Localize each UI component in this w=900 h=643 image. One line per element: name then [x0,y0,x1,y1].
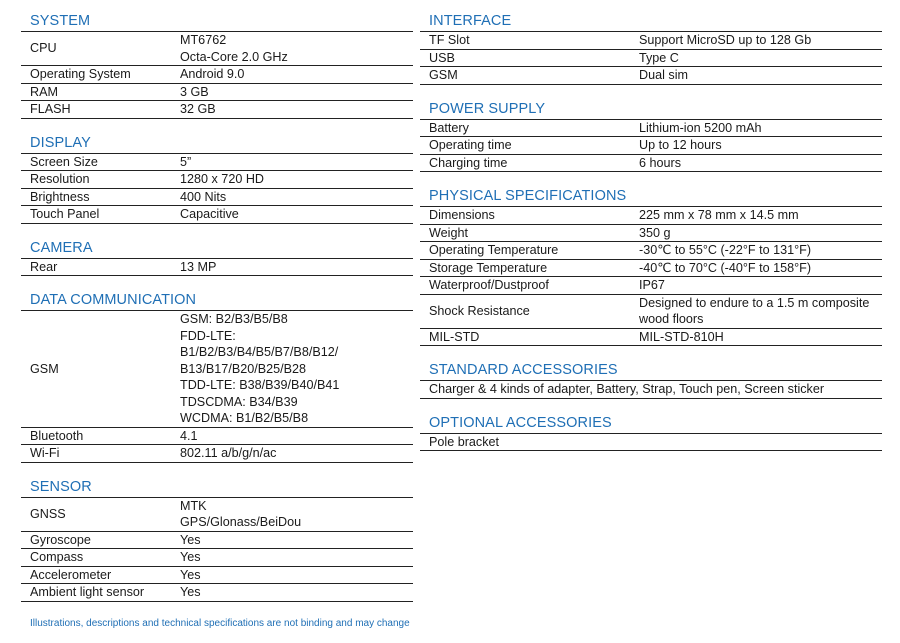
spec-label: Weight [429,225,468,240]
spec-label: Gyroscope [30,532,91,547]
spec-label: Charging time [429,155,508,170]
spec-value: IP67 [639,278,665,292]
spec-row [21,154,413,172]
section-camera [21,240,413,277]
right-column [420,13,882,467]
spec-label: Battery [429,120,469,135]
spec-label: Touch Panel [30,207,100,221]
spec-value: Android 9.0 [180,67,245,81]
spec-label: Brightness [30,189,90,204]
spec-label: Compass [30,550,84,564]
spec-row [21,259,413,277]
spec-row [21,171,413,189]
spec-row [21,84,413,102]
section-title: SYSTEM [21,13,413,32]
spec-value: 32 GB [180,102,216,116]
spec-value: -40℃ to 70°C (-40°F to 158°F) [639,260,812,275]
spec-row [21,584,413,602]
spec-row [420,295,882,329]
spec-label: GSM [30,361,59,376]
spec-row [21,567,413,585]
spec-row [21,445,413,463]
spec-row [420,381,882,399]
spec-value: MTK GPS/Glonass/BeiDou [180,498,302,529]
section-title: INTERFACE [420,13,882,32]
spec-label: CPU [30,41,57,56]
spec-label: Shock Resistance [429,303,530,318]
section-title: DATA COMMUNICATION [21,292,413,311]
spec-label: Storage Temperature [429,260,548,275]
spec-row [420,32,882,50]
spec-value: Yes [180,532,201,547]
spec-value: 5” [180,154,192,169]
spec-row [420,155,882,173]
spec-value: Lithium-ion 5200 mAh [639,120,762,135]
spec-label: Wi-Fi [30,446,60,460]
section-title: POWER SUPPLY [420,101,882,120]
spec-label: MIL-STD [429,329,480,344]
spec-value: Yes [180,567,201,582]
spec-row [21,206,413,224]
spec-label: Bluetooth [30,428,84,443]
spec-label: Accelerometer [30,567,112,582]
spec-text: Charger & 4 kinds of adapter, Battery, Strap, Touch pen, Screen sticker [429,382,825,396]
section-title: OPTIONAL ACCESSORIES [420,415,882,434]
spec-row [21,66,413,84]
spec-row [21,428,413,446]
spec-label: Ambient light sensor [30,585,145,599]
section-title: PHYSICAL SPECIFICATIONS [420,188,882,207]
spec-row [21,532,413,550]
section-physical-specifications [420,188,882,346]
section-power-supply [420,101,882,173]
spec-label: Resolution [30,172,90,186]
spec-value: 6 hours [639,155,682,170]
spec-row [420,434,882,452]
spec-value: 350 g [639,225,671,240]
spec-value: 1280 x 720 HD [180,172,265,186]
spec-label: FLASH [30,102,71,116]
spec-label: Rear [30,259,58,274]
spec-label: Dimensions [429,208,495,222]
spec-row [21,189,413,207]
spec-value: 802.11 a/b/g/n/ac [180,446,277,460]
spec-value: 3 GB [180,84,209,99]
spec-value: GSM: B2/B3/B5/B8 FDD-LTE: B1/B2/B3/B4/B5/B7/B8/B12/ B13/B17/B20/B25/B28 TDD-LTE: B38/B39/B40/B41 TDSCDMA: B34/B39 WCDMA: B1/B2/B5/B8 [180,312,340,425]
spec-row [420,329,882,347]
section-standard-accessories [420,362,882,399]
spec-row [420,207,882,225]
spec-row [420,137,882,155]
spec-row [420,242,882,260]
spec-row [21,101,413,119]
section-title: CAMERA [21,240,413,259]
spec-value: 4.1 [180,428,198,443]
spec-value: Yes [180,585,201,599]
spec-value: Yes [180,550,201,564]
spec-label: Operating System [30,67,131,81]
left-column [21,13,413,618]
section-title: SENSOR [21,479,413,498]
section-sensor [21,479,413,602]
spec-value: Type C [639,50,679,65]
spec-row [420,225,882,243]
spec-value: MIL-STD-810H [639,329,724,344]
disclaimer-footer: Illustrations, descriptions and technical specifications are not binding and may change [30,618,410,629]
spec-row [420,260,882,278]
section-display [21,135,413,224]
spec-row [21,311,413,428]
spec-label: RAM [30,84,58,99]
section-title: STANDARD ACCESSORIES [420,362,882,381]
spec-label: Waterproof/Dustproof [429,278,549,292]
spec-label: Screen Size [30,154,98,169]
section-data-communication [21,292,413,463]
spec-label: GSM [429,68,458,82]
spec-label: Operating Temperature [429,243,559,257]
spec-value: -30℃ to 55°C (-22°F to 131°F) [639,243,812,257]
spec-value: Designed to endure to a 1.5 m composite wood floors [639,295,870,326]
spec-value: 400 Nits [180,189,227,204]
section-optional-accessories [420,415,882,452]
spec-label: TF Slot [429,33,470,47]
spec-row [21,498,413,532]
spec-value: Dual sim [639,68,688,82]
spec-value: MT6762 Octa-Core 2.0 GHz [180,33,288,64]
spec-row [420,50,882,68]
spec-value: 225 mm x 78 mm x 14.5 mm [639,208,799,222]
spec-row [420,120,882,138]
spec-label: GNSS [30,506,66,521]
spec-row [420,277,882,295]
spec-value: 13 MP [180,259,217,274]
spec-row [21,549,413,567]
spec-row [420,67,882,85]
section-interface [420,13,882,85]
spec-value: Capacitive [180,207,239,221]
section-system [21,13,413,119]
spec-label: Operating time [429,138,512,152]
spec-value: Up to 12 hours [639,138,722,152]
section-title: DISPLAY [21,135,413,154]
spec-value: Support MicroSD up to 128 Gb [639,33,812,47]
spec-row [21,32,413,66]
spec-text: Pole bracket [429,434,500,449]
spec-label: USB [429,50,455,65]
